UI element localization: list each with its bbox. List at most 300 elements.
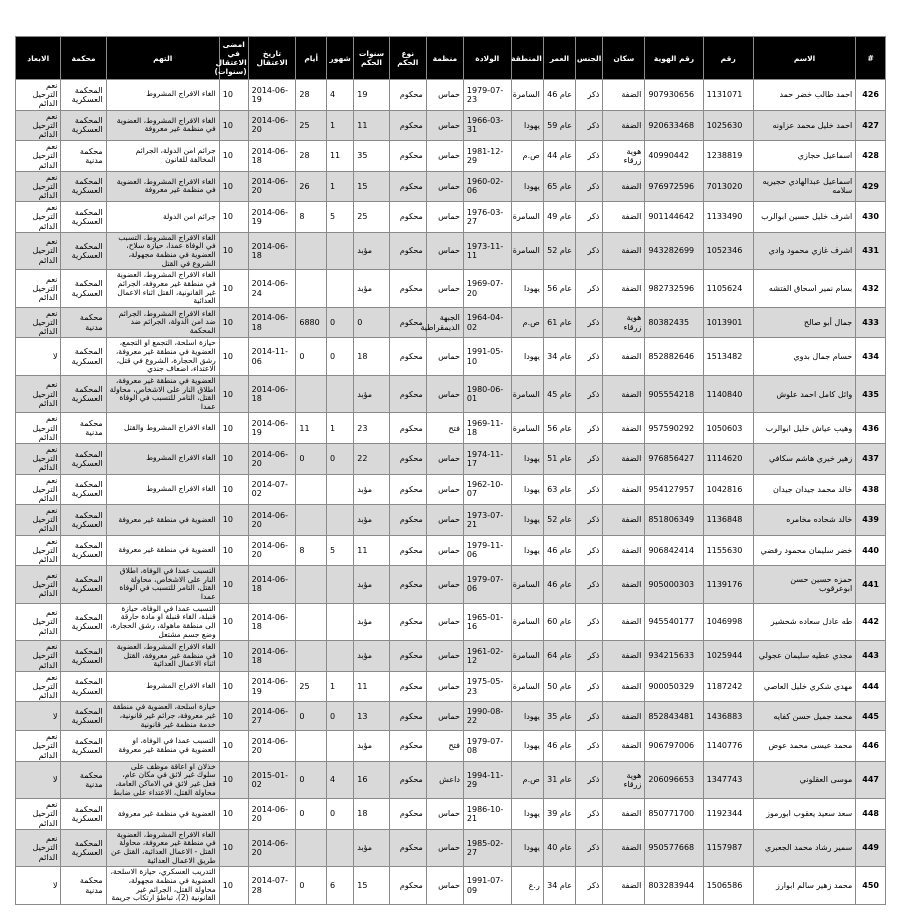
cell-court: المحكمة العسكرية: [61, 702, 106, 731]
cell-charges: الغاء الافراج المشروط: [106, 474, 219, 505]
cell-age: عام 46: [543, 535, 575, 566]
column-header-name: الاسم: [753, 37, 855, 80]
cell-birth: 1964-04-02: [463, 307, 511, 338]
cell-days: [296, 270, 327, 308]
cell-deport: نعم الترحيل الدائم: [16, 375, 61, 413]
cell-number: 1238819: [703, 141, 753, 172]
cell-arrest: 2014-06-20: [248, 443, 296, 474]
cell-birth: 1969-11-18: [463, 413, 511, 444]
cell-years: 11: [354, 535, 389, 566]
cell-id_number: 901144642: [645, 202, 703, 233]
cell-organization: حماس: [426, 80, 463, 111]
cell-number: 1513482: [703, 338, 753, 376]
table-row: [16, 867, 886, 905]
cell-days: 25: [296, 671, 327, 702]
cell-deport: نعم الترحيل الدائم: [16, 829, 61, 867]
cell-years: 15: [354, 171, 389, 202]
cell-residence: الضفة: [603, 171, 645, 202]
cell-charges: التدريب العسكري، حيازة الاسلحة، العضوية في منظمة مجهولة، محاولة القتل، الجرائم غير القانونية (2)، تباطؤ ارتكاب جريمة: [106, 867, 219, 905]
prisoners-table: [15, 36, 886, 905]
cell-arrest: 2014-06-19: [248, 202, 296, 233]
cell-id_number: 906797006: [645, 731, 703, 762]
cell-arrest: 2014-06-18: [248, 641, 296, 672]
column-header-days: أيام: [296, 37, 327, 80]
cell-organization: حماس: [426, 232, 463, 270]
cell-residence: الضفة: [603, 535, 645, 566]
cell-charges: التسبب عمدا في الوفاة، حيازة قنبلة، القاء قنبلة او مادة حارقة الى منطقة ماهولة، رشق الحجارة، وضع جسم مشتعل: [106, 603, 219, 641]
cell-charges: العضوية في منظمة غير معروفة: [106, 799, 219, 830]
column-header-court: محكمة: [61, 37, 106, 80]
cell-years: 18: [354, 338, 389, 376]
cell-name: اشرف خليل حسين ابوالرب: [753, 202, 855, 233]
cell-birth: 1990-08-22: [463, 702, 511, 731]
cell-age: عام 50: [543, 671, 575, 702]
cell-num: 445: [856, 702, 886, 731]
cell-days: 0: [296, 443, 327, 474]
cell-age: عام 49: [543, 202, 575, 233]
cell-gender: ذكر: [576, 829, 603, 867]
column-header-arrest: تاريخ الاعتقال: [248, 37, 296, 80]
column-header-verdict: نوع الحكم: [389, 37, 426, 80]
cell-organization: حماس: [426, 443, 463, 474]
cell-deport: لا: [16, 761, 61, 799]
cell-age: عام 46: [543, 80, 575, 111]
cell-arrest: 2014-07-02: [248, 474, 296, 505]
cell-served: 10: [219, 80, 248, 111]
cell-id_number: 976972596: [645, 171, 703, 202]
cell-organization: فتح: [426, 731, 463, 762]
cell-residence: الضفة: [603, 566, 645, 604]
cell-age: عام 63: [543, 474, 575, 505]
cell-gender: ذكر: [576, 141, 603, 172]
cell-age: عام 51: [543, 443, 575, 474]
cell-id_number: 907930656: [645, 80, 703, 111]
cell-verdict: محكوم: [389, 731, 426, 762]
cell-arrest: 2014-06-20: [248, 799, 296, 830]
cell-deport: نعم الترحيل الدائم: [16, 232, 61, 270]
cell-birth: 1976-03-27: [463, 202, 511, 233]
column-header-id_number: رقم الهوية: [645, 37, 703, 80]
cell-verdict: محكوم: [389, 110, 426, 141]
cell-verdict: محكوم: [389, 474, 426, 505]
table-row: [16, 80, 886, 111]
cell-age: عام 35: [543, 702, 575, 731]
cell-charges: الغاء الافراج المشروط، العضوية في منظمة غير معروفة: [106, 110, 219, 141]
cell-court: المحكمة العسكرية: [61, 731, 106, 762]
cell-served: 10: [219, 566, 248, 604]
cell-deport: نعم الترحيل الدائم: [16, 141, 61, 172]
cell-verdict: محكوم: [389, 535, 426, 566]
cell-arrest: 2015-01-02: [248, 761, 296, 799]
cell-arrest: 2014-07-28: [248, 867, 296, 905]
cell-months: 1: [326, 671, 353, 702]
cell-number: 1025944: [703, 641, 753, 672]
cell-court: محكمة مدنية: [61, 141, 106, 172]
cell-charges: التسبب عمدا في الوفاة، اطلاق النار على الاشخاص، محاولة القتل، التامر للتسبب في الوفاة عمدا: [106, 566, 219, 604]
header-row: [16, 37, 886, 80]
cell-residence: الضفة: [603, 867, 645, 905]
cell-arrest: 2014-06-18: [248, 375, 296, 413]
cell-days: [296, 232, 327, 270]
cell-years: 11: [354, 671, 389, 702]
table-row: [16, 270, 886, 308]
cell-gender: ذكر: [576, 338, 603, 376]
cell-name: سمير رشاد محمد الجعبري: [753, 829, 855, 867]
cell-age: عام 34: [543, 338, 575, 376]
cell-age: عام 60: [543, 603, 575, 641]
cell-deport: نعم الترحيل الدائم: [16, 270, 61, 308]
cell-number: 1013901: [703, 307, 753, 338]
cell-id_number: 852843481: [645, 702, 703, 731]
cell-days: [296, 474, 327, 505]
cell-deport: نعم الترحيل الدائم: [16, 505, 61, 536]
cell-arrest: 2014-11-06: [248, 338, 296, 376]
cell-num: 450: [856, 867, 886, 905]
column-header-birth: الولادة: [463, 37, 511, 80]
cell-birth: 1969-07-20: [463, 270, 511, 308]
cell-age: عام 44: [543, 141, 575, 172]
cell-charges: التسبب عمدا في الوفاة، او العضوية في منطقة غير معروفة: [106, 731, 219, 762]
cell-years: 13: [354, 702, 389, 731]
cell-residence: الضفة: [603, 702, 645, 731]
cell-residence: الضفة: [603, 671, 645, 702]
cell-birth: 1986-10-21: [463, 799, 511, 830]
cell-organization: حماس: [426, 867, 463, 905]
cell-verdict: محكوم: [389, 641, 426, 672]
cell-months: 0: [326, 702, 353, 731]
cell-arrest: 2014-06-20: [248, 171, 296, 202]
cell-name: خالد محمد جيدان جيدان: [753, 474, 855, 505]
cell-verdict: محكوم: [389, 270, 426, 308]
cell-region: السامرة: [511, 413, 543, 444]
cell-years: مؤبد: [354, 566, 389, 604]
cell-arrest: 2014-06-20: [248, 110, 296, 141]
cell-id_number: 80382435: [645, 307, 703, 338]
cell-residence: الضفة: [603, 202, 645, 233]
cell-served: 10: [219, 867, 248, 905]
cell-region: يهودا: [511, 443, 543, 474]
column-header-organization: منظمة: [426, 37, 463, 80]
column-header-gender: الجنس: [576, 37, 603, 80]
cell-served: 10: [219, 799, 248, 830]
cell-organization: حماس: [426, 566, 463, 604]
cell-region: يهودا: [511, 338, 543, 376]
cell-age: عام 59: [543, 110, 575, 141]
cell-organization: حماس: [426, 202, 463, 233]
cell-id_number: 900050329: [645, 671, 703, 702]
cell-court: المحكمة العسكرية: [61, 202, 106, 233]
cell-organization: حماس: [426, 375, 463, 413]
cell-name: طه عادل سعاده شحشير: [753, 603, 855, 641]
cell-number: 1192344: [703, 799, 753, 830]
cell-organization: حماس: [426, 338, 463, 376]
cell-id_number: 206096653: [645, 761, 703, 799]
cell-court: المحكمة العسكرية: [61, 443, 106, 474]
cell-residence: هوية زرقاء: [603, 141, 645, 172]
cell-num: 436: [856, 413, 886, 444]
cell-gender: ذكر: [576, 375, 603, 413]
cell-gender: ذكر: [576, 171, 603, 202]
cell-court: المحكمة العسكرية: [61, 80, 106, 111]
cell-days: [296, 505, 327, 536]
cell-id_number: 850771700: [645, 799, 703, 830]
cell-verdict: محكوم: [389, 80, 426, 111]
cell-num: 437: [856, 443, 886, 474]
cell-arrest: 2014-06-27: [248, 702, 296, 731]
cell-number: 1506586: [703, 867, 753, 905]
cell-days: [296, 641, 327, 672]
cell-number: 1155630: [703, 535, 753, 566]
table-row: [16, 232, 886, 270]
cell-birth: 1965-01-16: [463, 603, 511, 641]
cell-residence: الضفة: [603, 641, 645, 672]
cell-charges: العضوية في منطقة غير معروفة: [106, 535, 219, 566]
cell-number: 1133490: [703, 202, 753, 233]
cell-region: يهودا: [511, 702, 543, 731]
cell-court: المحكمة العسكرية: [61, 232, 106, 270]
cell-deport: نعم الترحيل الدائم: [16, 202, 61, 233]
cell-gender: ذكر: [576, 671, 603, 702]
cell-years: 25: [354, 202, 389, 233]
cell-num: 443: [856, 641, 886, 672]
cell-region: يهودا: [511, 110, 543, 141]
table-row: [16, 338, 886, 376]
cell-months: 1: [326, 171, 353, 202]
cell-deport: نعم الترحيل الدائم: [16, 641, 61, 672]
cell-charges: الغاء الافراج المشروط، التسبب في الوفاة عمدا، حيازة سلاح، العضوية في منظمة مجهولة، الشروع في القتل: [106, 232, 219, 270]
cell-region: السامرة: [511, 671, 543, 702]
cell-id_number: 943282699: [645, 232, 703, 270]
cell-deport: نعم الترحيل الدائم: [16, 307, 61, 338]
cell-age: عام 39: [543, 799, 575, 830]
cell-charges: الغاء الافراج المشروط، الجرائم ضد امن الدولة، الجرائم ضد المحكمة: [106, 307, 219, 338]
cell-months: 6: [326, 867, 353, 905]
cell-months: [326, 829, 353, 867]
cell-months: 5: [326, 535, 353, 566]
cell-number: 1050603: [703, 413, 753, 444]
cell-gender: ذكر: [576, 535, 603, 566]
cell-birth: 1985-02-27: [463, 829, 511, 867]
cell-region: يهودا: [511, 505, 543, 536]
cell-gender: ذكر: [576, 641, 603, 672]
cell-served: 10: [219, 731, 248, 762]
cell-organization: حماس: [426, 505, 463, 536]
table-row: [16, 443, 886, 474]
cell-organization: حماس: [426, 535, 463, 566]
cell-deport: نعم الترحيل الدائم: [16, 474, 61, 505]
cell-region: يهودا: [511, 731, 543, 762]
cell-court: المحكمة العسكرية: [61, 338, 106, 376]
cell-region: السامرة: [511, 80, 543, 111]
cell-charges: الغاء الافراج المشروط: [106, 443, 219, 474]
cell-number: 1187242: [703, 671, 753, 702]
cell-id_number: 920633468: [645, 110, 703, 141]
cell-age: عام 56: [543, 270, 575, 308]
cell-years: 35: [354, 141, 389, 172]
cell-deport: نعم الترحيل الدائم: [16, 413, 61, 444]
cell-days: 0: [296, 761, 327, 799]
cell-charges: جرائم امن الدولة: [106, 202, 219, 233]
cell-days: [296, 731, 327, 762]
table-row: [16, 702, 886, 731]
cell-name: خالد شحاده مخامره: [753, 505, 855, 536]
cell-verdict: محكوم: [389, 761, 426, 799]
cell-id_number: 803283944: [645, 867, 703, 905]
cell-region: يهودا: [511, 535, 543, 566]
cell-name: حمزه حسين حسن ابوعرقوب: [753, 566, 855, 604]
cell-num: 432: [856, 270, 886, 308]
cell-charges: الغاء الافراج المشروط والقتل: [106, 413, 219, 444]
cell-region: يهودا: [511, 270, 543, 308]
table-row: [16, 641, 886, 672]
cell-served: 10: [219, 829, 248, 867]
cell-age: عام 56: [543, 413, 575, 444]
cell-num: 427: [856, 110, 886, 141]
table-row: [16, 505, 886, 536]
cell-number: 1131071: [703, 80, 753, 111]
cell-age: عام 40: [543, 829, 575, 867]
cell-arrest: 2014-06-24: [248, 270, 296, 308]
cell-organization: حماس: [426, 671, 463, 702]
cell-region: ر.ع: [511, 867, 543, 905]
cell-number: 1114620: [703, 443, 753, 474]
table-row: [16, 535, 886, 566]
cell-served: 10: [219, 443, 248, 474]
cell-number: 1436883: [703, 702, 753, 731]
cell-region: يهودا: [511, 799, 543, 830]
cell-name: حسام جمال بدوي: [753, 338, 855, 376]
cell-id_number: 957590292: [645, 413, 703, 444]
cell-served: 10: [219, 202, 248, 233]
column-header-number: رقم: [703, 37, 753, 80]
cell-residence: الضفة: [603, 270, 645, 308]
cell-verdict: محكوم: [389, 799, 426, 830]
cell-charges: العضوية في منطقة غير معروفة: [106, 505, 219, 536]
cell-verdict: محكوم: [389, 232, 426, 270]
cell-name: اسماعيل حجازي: [753, 141, 855, 172]
cell-months: [326, 270, 353, 308]
cell-organization: فتح: [426, 413, 463, 444]
cell-court: المحكمة العسكرية: [61, 505, 106, 536]
cell-organization: حماس: [426, 474, 463, 505]
cell-id_number: 905000303: [645, 566, 703, 604]
cell-name: محمد جميل حسن كفايه: [753, 702, 855, 731]
cell-num: 442: [856, 603, 886, 641]
cell-court: المحكمة العسكرية: [61, 829, 106, 867]
cell-name: اشرف غازي محمود وادي: [753, 232, 855, 270]
cell-organization: حماس: [426, 702, 463, 731]
cell-birth: 1980-06-01: [463, 375, 511, 413]
cell-deport: نعم الترحيل الدائم: [16, 443, 61, 474]
cell-days: 0: [296, 702, 327, 731]
cell-verdict: محكوم: [389, 867, 426, 905]
cell-deport: نعم الترحيل الدائم: [16, 535, 61, 566]
cell-birth: 1991-05-10: [463, 338, 511, 376]
cell-num: 448: [856, 799, 886, 830]
cell-region: يهودا: [511, 829, 543, 867]
cell-organization: حماس: [426, 829, 463, 867]
cell-organization: حماس: [426, 171, 463, 202]
cell-deport: نعم الترحيل الدائم: [16, 171, 61, 202]
cell-birth: 1979-07-08: [463, 731, 511, 762]
cell-num: 426: [856, 80, 886, 111]
cell-served: 10: [219, 307, 248, 338]
cell-years: 11: [354, 110, 389, 141]
cell-birth: 1973-11-11: [463, 232, 511, 270]
cell-region: السامرة: [511, 202, 543, 233]
cell-age: عام 64: [543, 641, 575, 672]
cell-region: السامرة: [511, 232, 543, 270]
cell-number: 1025630: [703, 110, 753, 141]
table-row: [16, 141, 886, 172]
cell-arrest: 2014-06-19: [248, 671, 296, 702]
cell-gender: ذكر: [576, 603, 603, 641]
cell-id_number: 954127957: [645, 474, 703, 505]
cell-court: المحكمة العسكرية: [61, 566, 106, 604]
cell-charges: الغاء الافراج المشروط: [106, 80, 219, 111]
cell-gender: ذكر: [576, 202, 603, 233]
cell-gender: ذكر: [576, 702, 603, 731]
cell-num: 439: [856, 505, 886, 536]
cell-months: 4: [326, 761, 353, 799]
cell-organization: حماس: [426, 110, 463, 141]
cell-gender: ذكر: [576, 270, 603, 308]
cell-num: 446: [856, 731, 886, 762]
cell-number: 7013020: [703, 171, 753, 202]
cell-years: 16: [354, 761, 389, 799]
cell-charges: خذلان او اعاقة موظف على سلوك غير لائق في مكان عام، فعل غير لائق في الاماكن العامة، محاولة القتل، الاعتداء على ضابط: [106, 761, 219, 799]
cell-gender: ذكر: [576, 80, 603, 111]
table-row: [16, 671, 886, 702]
cell-age: عام 45: [543, 375, 575, 413]
cell-months: [326, 474, 353, 505]
cell-num: 434: [856, 338, 886, 376]
cell-months: [326, 505, 353, 536]
cell-court: المحكمة العسكرية: [61, 270, 106, 308]
cell-name: سعد سعيد يعقوب ابورموز: [753, 799, 855, 830]
cell-organization: الجبهة الديمقراطية: [426, 307, 463, 338]
cell-age: عام 52: [543, 505, 575, 536]
cell-region: ص.م: [511, 141, 543, 172]
cell-months: 0: [326, 443, 353, 474]
cell-num: 438: [856, 474, 886, 505]
cell-served: 10: [219, 338, 248, 376]
cell-organization: داعش: [426, 761, 463, 799]
cell-served: 10: [219, 671, 248, 702]
cell-number: 1105624: [703, 270, 753, 308]
cell-birth: 1979-07-06: [463, 566, 511, 604]
cell-years: مؤبد: [354, 375, 389, 413]
cell-number: 1052346: [703, 232, 753, 270]
cell-served: 10: [219, 232, 248, 270]
cell-organization: حماس: [426, 799, 463, 830]
cell-arrest: 2014-06-18: [248, 566, 296, 604]
cell-deport: نعم الترحيل الدائم: [16, 671, 61, 702]
cell-num: 449: [856, 829, 886, 867]
cell-months: [326, 566, 353, 604]
cell-deport: نعم الترحيل الدائم: [16, 603, 61, 641]
cell-years: مؤبد: [354, 641, 389, 672]
cell-years: 18: [354, 799, 389, 830]
cell-court: المحكمة العسكرية: [61, 799, 106, 830]
cell-served: 10: [219, 505, 248, 536]
column-header-residence: سكان: [603, 37, 645, 80]
cell-id_number: 934215633: [645, 641, 703, 672]
cell-court: محكمة مدنية: [61, 413, 106, 444]
cell-id_number: 40990442: [645, 141, 703, 172]
column-header-months: شهور: [326, 37, 353, 80]
cell-days: 11: [296, 413, 327, 444]
